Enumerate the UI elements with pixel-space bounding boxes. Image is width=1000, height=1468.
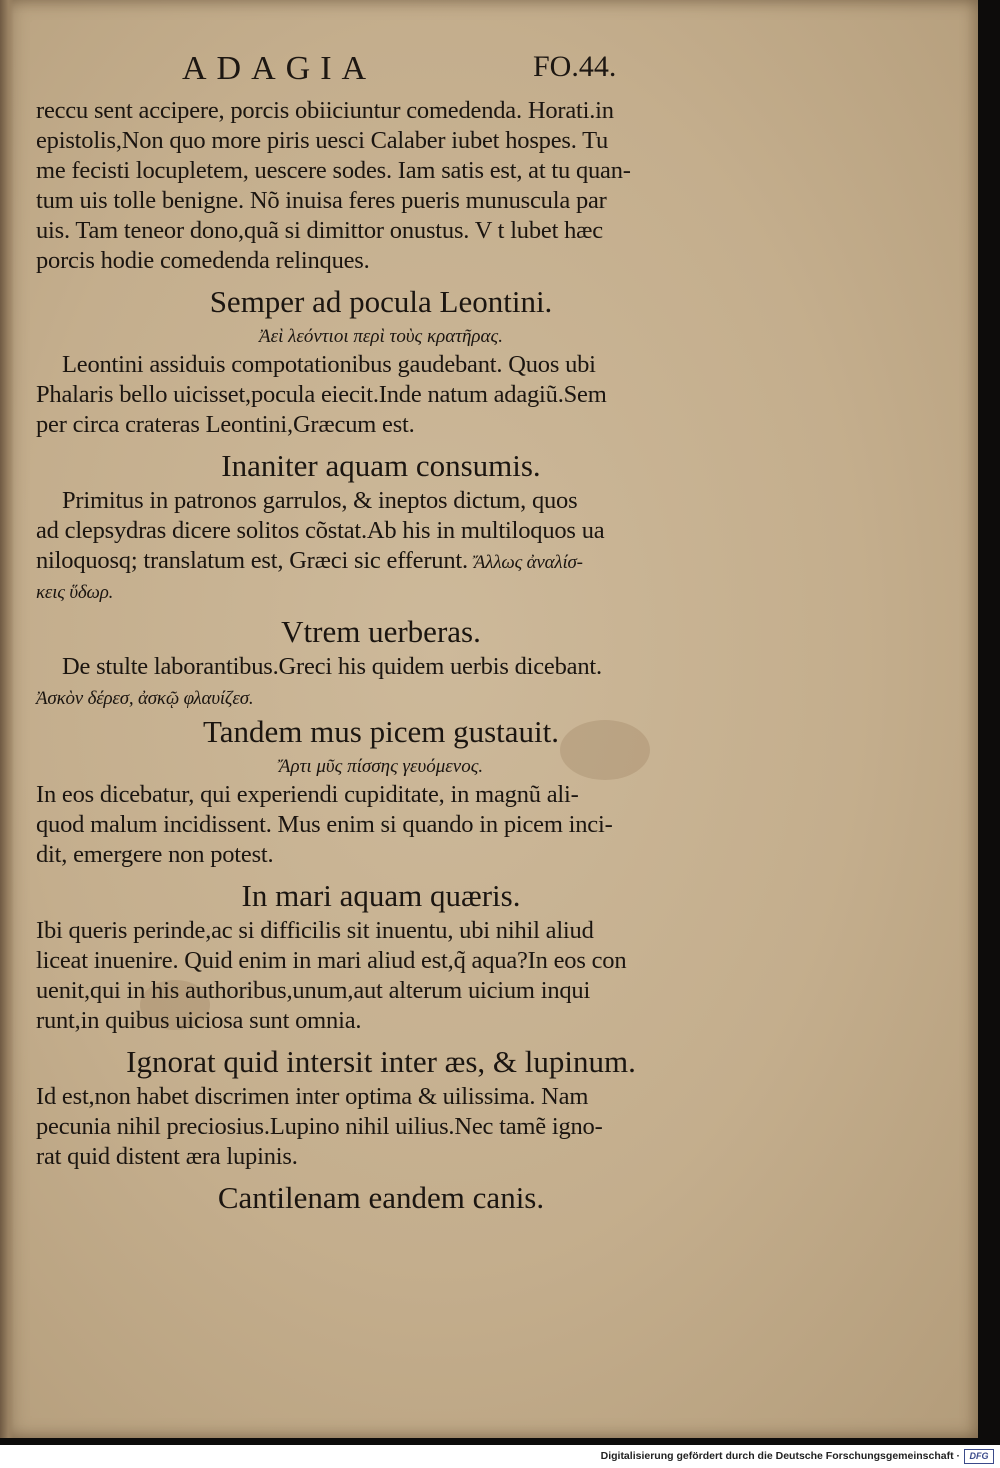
text-line: Leontini assiduis compotationibus gaudebant. Quos ubi [62,351,596,378]
greek-inline: Ἄλλως ἀναλίσ- [473,552,583,573]
text-line [36,546,726,576]
text-line: runt,in quibus uiciosa sunt omnia. [36,1007,362,1034]
text-line: pecunia nihil preciosius.Lupino nihil uilius.Nec tamẽ igno- [36,1113,603,1140]
adage-heading: Inaniter aquam consumis. [221,448,541,483]
greek-inline: Ἀσκὸν δέρεσ, ἀσκῷ φλαυίζεσ. [36,688,254,709]
text-line: me fecisti locupletem, uescere sodes. Iam satis est, at tu quan- [36,157,631,184]
text-line: liceat inuenire. Quid enim in mari aliud est,q̃ aqua?In eos con [36,947,627,974]
text-line: per circa crateras Leontini,Græcum est. [36,411,415,438]
text-block [36,96,726,1218]
page-gutter [0,0,14,1438]
adage-heading: Tandem mus picem gustauit. [203,714,559,749]
text-line: quod malum incidissent. Mus enim si quando in picem inci- [36,811,613,838]
folio-number: FO.44. [533,50,617,83]
adage-heading: In mari aquam quæris. [241,878,521,913]
digitization-footer [0,1445,1000,1468]
adage-heading: Ignorat quid intersit inter æs, & lupinum. [126,1044,636,1079]
text-line: Id est,non habet discrimen inter optima & uilissima. Nam [36,1083,589,1110]
greek-heading: Ἀεὶ λεόντιοι περὶ τοὺς κρατῆρας. [258,326,503,347]
text-line: Ibi queris perinde,ac si difficilis sit inuentu, ubi nihil aliud [36,917,594,944]
text-line: tum uis tolle benigne. Nõ inuisa feres pueris munuscula par [36,187,607,214]
footer-credit: Digitalisierung gefördert durch die Deutsche Forschungsgemeinschaft · [600,1450,960,1462]
text-line: uenit,qui in his authoribus,unum,aut alterum uicium inqui [36,977,591,1004]
text-line [36,682,726,712]
greek-inline: κεις ὕδωρ. [36,582,114,603]
text-segment: niloquosq; translatum est, Græci sic efferunt. [36,547,468,574]
dfg-logo-icon: DFG [964,1449,994,1464]
text-line: Phalaris bello uicisset,pocula eiecit.Inde natum adagiũ.Sem [36,381,607,408]
greek-heading: Ἄρτι μῦς πίσσης γευόμενος. [278,756,484,777]
text-line [36,576,726,606]
text-line: uis. Tam teneor dono,quã si dimittor onustus. V t lubet hæc [36,217,603,244]
text-line: Primitus in patronos garrulos, & ineptos dictum, quos [62,487,578,514]
text-line: reccu sent accipere, porcis obiiciuntur comedenda. Horati.in [36,97,614,124]
text-line: porcis hodie comedenda relinques. [36,247,370,274]
running-head [0,50,978,90]
text-line: De stulte laborantibus.Greci his quidem uerbis dicebant. [62,653,602,680]
text-line: dit, emergere non potest. [36,841,274,868]
text-line: rat quid distent æra lupinis. [36,1143,298,1170]
adage-heading: Cantilenam eandem canis. [217,1180,545,1215]
adage-heading: Vtrem uerberas. [281,614,481,649]
adage-heading: Semper ad pocula Leontini. [209,284,553,319]
text-line: ad clepsydras dicere solitos cõstat.Ab his in multiloquos ua [36,517,605,544]
text-line: In eos dicebatur, qui experiendi cupiditate, in magnũ ali- [36,781,579,808]
running-title: ADAGIA [182,50,377,87]
text-line: epistolis,Non quo more piris uesci Calaber iubet hospes. Tu [36,127,609,154]
